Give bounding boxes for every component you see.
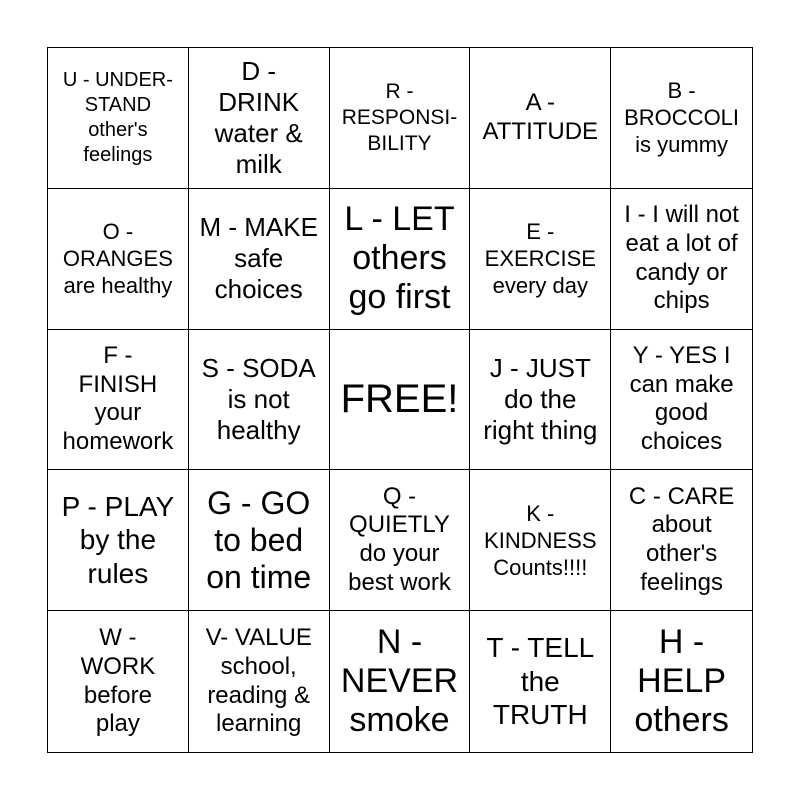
bingo-cell-b-broccoli[interactable]: B - BROCCOLI is yummy (611, 48, 752, 189)
bingo-cell-g-go[interactable]: G - GO to bed on time (189, 470, 330, 611)
bingo-cell-a-attitude[interactable]: A - ATTITUDE (470, 48, 611, 189)
bingo-cell-m-make[interactable]: M - MAKE safe choices (189, 189, 330, 330)
bingo-cell-q-quietly[interactable]: Q - QUIETLY do your best work (330, 470, 471, 611)
bingo-cell-o-oranges[interactable]: O - ORANGES are healthy (48, 189, 189, 330)
bingo-cell-r-responsibility[interactable]: R - RESPONSI- BILITY (330, 48, 471, 189)
bingo-cell-i-i-will-not[interactable]: I - I will not eat a lot of candy or chips (611, 189, 752, 330)
bingo-cell-c-care[interactable]: C - CARE about other's feelings (611, 470, 752, 611)
bingo-cell-y-yes[interactable]: Y - YES I can make good choices (611, 330, 752, 471)
bingo-cell-s-soda[interactable]: S - SODA is not healthy (189, 330, 330, 471)
bingo-cell-n-never[interactable]: N - NEVER smoke (330, 611, 471, 752)
bingo-cell-j-just[interactable]: J - JUST do the right thing (470, 330, 611, 471)
bingo-cell-free[interactable]: FREE! (330, 330, 471, 471)
bingo-cell-t-tell[interactable]: T - TELL the TRUTH (470, 611, 611, 752)
bingo-cell-l-let[interactable]: L - LET others go first (330, 189, 471, 330)
bingo-cell-p-play[interactable]: P - PLAY by the rules (48, 470, 189, 611)
bingo-board (47, 47, 753, 753)
bingo-cell-h-help[interactable]: H - HELP others (634, 622, 729, 740)
bingo-cell-d-drink[interactable]: D - DRINK water & milk (189, 48, 330, 189)
bingo-cell-f-finish[interactable]: F - FINISH your homework (48, 330, 189, 471)
bingo-cell-e-exercise[interactable]: E - EXERCISE every day (470, 189, 611, 330)
bingo-cell-k-kindness[interactable]: K - KINDNESS Counts!!!! (470, 470, 611, 611)
bingo-cell-v-value[interactable]: V- VALUE school, reading & learning (189, 611, 330, 752)
bingo-cell-w-work[interactable]: W - WORK before play (48, 611, 189, 752)
bingo-cell-u-understand[interactable]: U - UNDER- STAND other's feelings (48, 48, 189, 189)
